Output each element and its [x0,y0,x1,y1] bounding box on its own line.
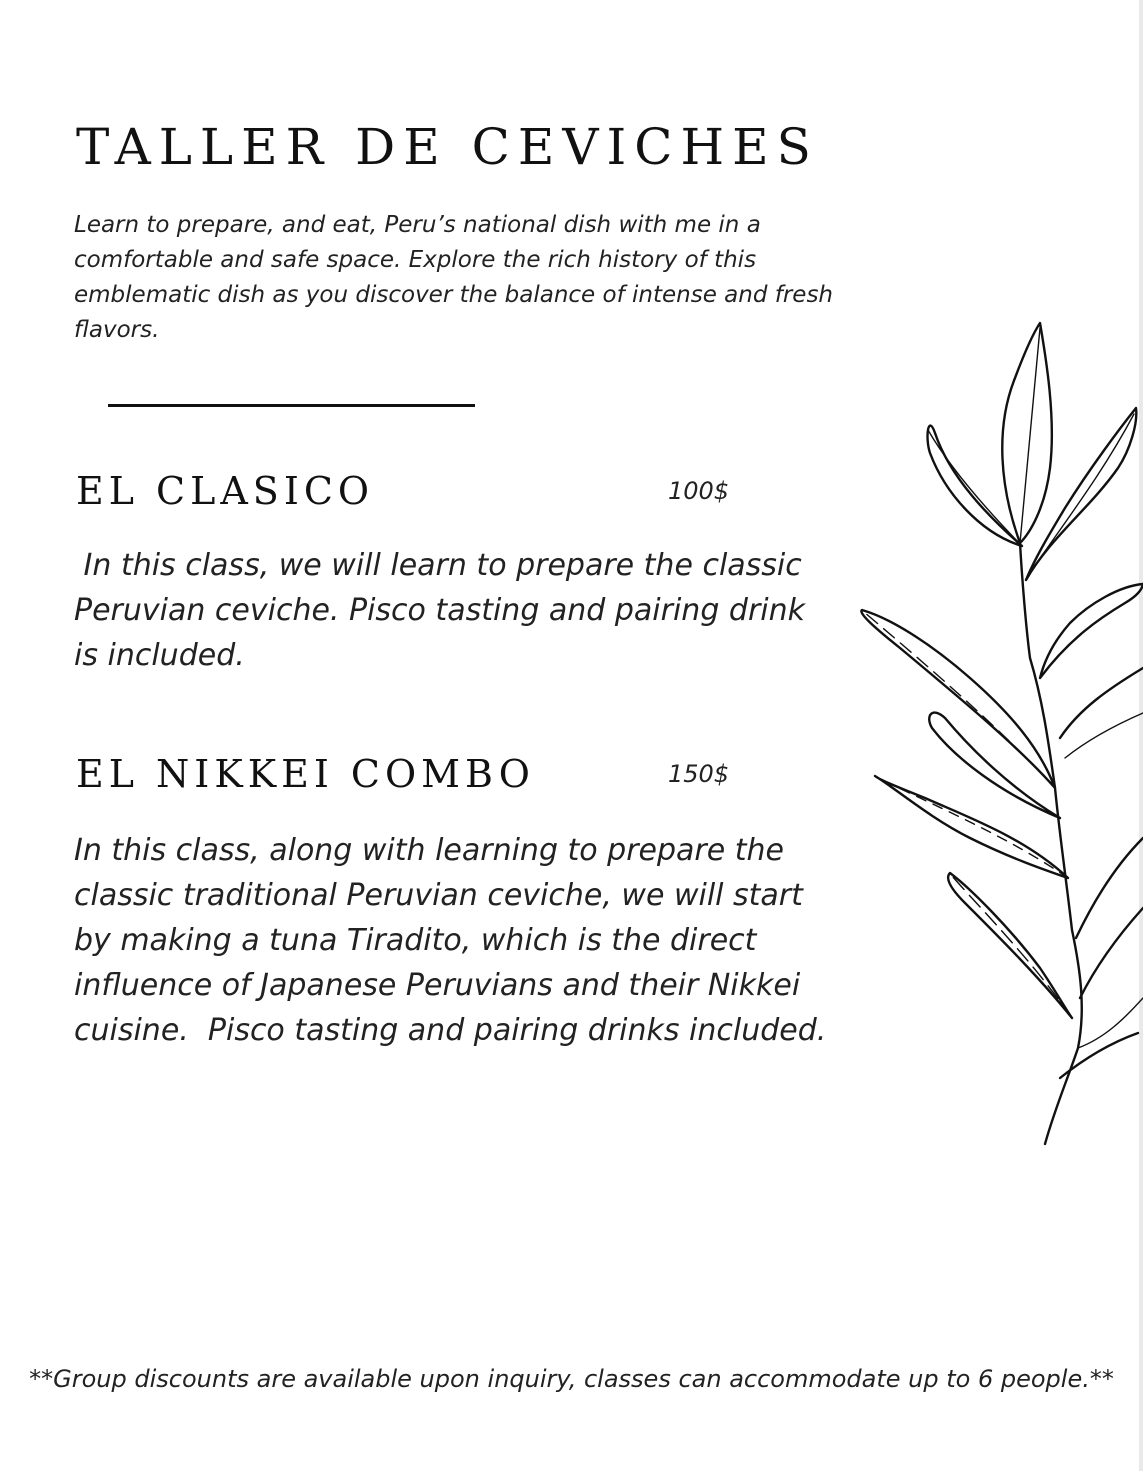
page-title: TALLER DE CEVICHES [76,118,819,176]
branch-stem [1020,543,1082,1144]
class-description-nikkei: In this class, along with learning to prepare the classic traditional Peruvian ceviche, we will start by making a tuna Tiradito, which is the direct influence of Japanese Peruvians and their Nikkei cuisine. Pisco tasting and pairing drinks included. [74,833,827,1048]
leaf-top [1002,323,1052,543]
leaf-upper-left [928,426,1022,546]
leaf-bottom-small [1060,1033,1138,1078]
class-title-clasico: EL CLASICO [76,469,375,513]
leaf-lower-left [875,776,1068,878]
leaf-middle-right [1060,668,1143,738]
class-title-nikkei: EL NIKKEI COMBO [76,752,535,796]
olive-branch-illustration [850,318,1143,1153]
leaf-lower-right [1076,838,1143,938]
leaf-right-small [1040,584,1143,678]
footer-note: **Group discounts are available upon inquiry, classes can accommodate up to 6 people.** [29,1365,1114,1393]
leaf-bottom-left [948,873,1072,1018]
intro-paragraph: Learn to prepare, and eat, Peru’s national dish with me in a comfortable and safe space. Explore the rich history of this emblematic dish as you discover the balance of intense and fresh flavors. [74,212,833,343]
class-description-clasico: In this class, we will learn to prepare the classic Peruvian ceviche. Pisco tasting and pairing drink is included. [74,548,815,673]
class-price-nikkei: 150$ [668,760,730,788]
section-divider [108,404,475,407]
leaf-middle-left [861,610,1055,788]
class-price-clasico: 100$ [668,477,730,505]
